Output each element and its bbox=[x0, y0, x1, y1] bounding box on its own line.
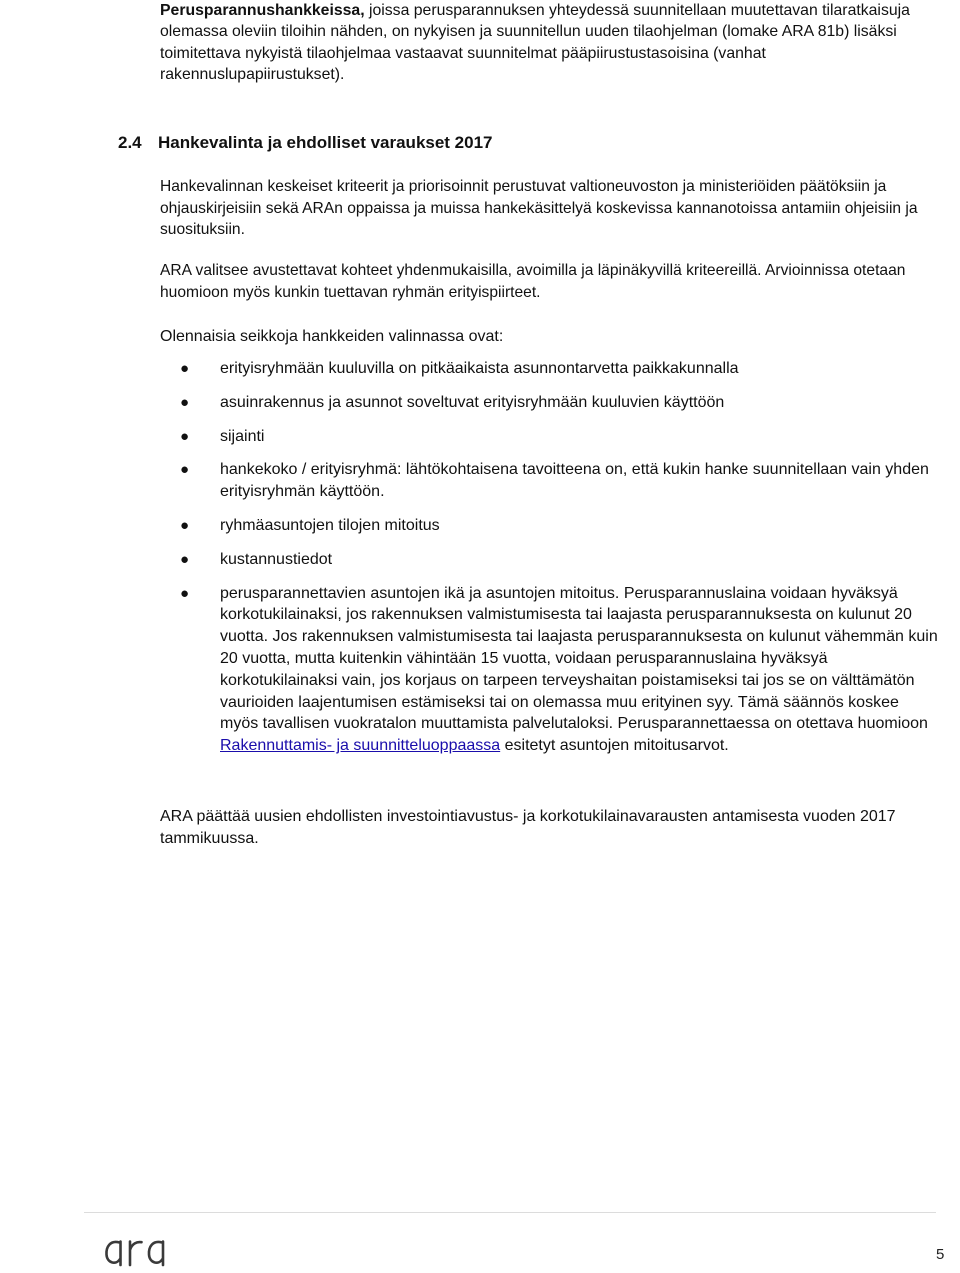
paragraph-selection: ARA valitsee avustettavat kohteet yhdenmukaisilla, avoimilla ja läpinäkyvillä kriteereillä. Arvioinnissa otetaan huomioon myös kunkin tuettavan ryhmän erityispiirteet. bbox=[160, 262, 906, 301]
paragraph-list-intro: Olennaisia seikkoja hankkeiden valinnassa ovat: bbox=[160, 328, 504, 345]
bullet-icon: ● bbox=[180, 550, 190, 568]
bullet-icon: ● bbox=[180, 393, 190, 411]
list-item: ● kustannustiedot bbox=[160, 549, 940, 571]
bullet-icon: ● bbox=[180, 427, 190, 445]
section-heading bbox=[118, 132, 493, 154]
intro-text: joissa perusparannuksen yhteydessä suunnitellaan muutettavan tilaratkaisuja olemassa oleviin tiloihin nähden, on nykyisen ja suunnitellun uuden tilaohjelman (lomake ARA 81b) lisäksi toimitettava nykyistä tilaohjelmaa vastaavat suunnitelmat pääpiirustustasoisina (vanhat rakennuslupapiirustukset). bbox=[160, 2, 910, 84]
list-item: ● perusparannettavien asuntojen ikä ja asuntojen mitoitus. Perusparannuslaina voidaan hyväksyä korkotukilainaksi, jos rakennuksen valmistumisesta tai laajasta perusparannuksesta on kulunut 20 vuotta. Jos rakennuksen valmistumisesta tai laajasta perusparannuksesta on kulunut vähemmän kuin 20 vuotta, mutta kuitenkin vähintään 15 vuotta, voidaan perusparannuslaina hyväksyä korkotukilainaksi vain, jos korjaus on tarpeen terveyshaitan poistamiseksi tai jos se on välttämätön vaurioiden laajentumisen estämiseksi tai on olemassa muu erityinen syy. Tämä säännös koskee myös tavallisen vuokratalon muuttamista palvelutaloksi. Perusparannettaessa on otettava huomioon Rakennuttamis- ja suunnitteluoppaassa esitetyt asuntojen mitoitusarvot. bbox=[180, 584, 938, 755]
list-item: ● ryhmäasuntojen tilojen mitoitus bbox=[160, 515, 940, 537]
footer-divider bbox=[84, 1212, 936, 1213]
intro-bold-lead: Perusparannushankkeissa, bbox=[160, 2, 365, 19]
ara-logo bbox=[104, 1229, 178, 1269]
list-item: ● asuinrakennus ja asunnot soveltuvat erityisryhmään kuuluvien käyttöön bbox=[160, 392, 940, 414]
bullet-icon: ● bbox=[180, 461, 190, 479]
guide-link[interactable]: Rakennuttamis- ja suunnitteluoppaassa bbox=[220, 737, 501, 755]
paragraph-decision: ARA päättää uusien ehdollisten investointiavustus- ja korkotukilainavarausten antamisesta vuoden 2017 tammikuussa. bbox=[160, 808, 896, 847]
section-number: 2.4 bbox=[118, 133, 142, 152]
list-item: ● hankekoko / erityisryhmä: lähtökohtaisena tavoitteena on, että kukin hanke suunnitellaan vain yhden erityisryhmän käyttöön. bbox=[180, 461, 929, 501]
bullet-icon: ● bbox=[180, 360, 190, 377]
intro-paragraph bbox=[160, 0, 940, 86]
bullet-icon: ● bbox=[180, 516, 190, 534]
criteria-list bbox=[160, 358, 940, 757]
paragraph-criteria-basis: Hankevalinnan keskeiset kriteerit ja priorisoinnit perustuvat valtioneuvoston ja ministeriöiden päätöksiin ja ohjauskirjeisiin sekä ARAn oppaissa ja muissa hankekäsittelyä koskevissa kannanotoissa antamiin ohjeisiin ja suosituksiin. bbox=[160, 178, 918, 239]
page-number: 5 bbox=[936, 1246, 945, 1263]
section-title: Hankevalinta ja ehdolliset varaukset 2017 bbox=[158, 133, 493, 152]
list-item: ● sijainti bbox=[160, 426, 940, 448]
bullet-icon: ● bbox=[180, 584, 190, 602]
list-item: ● erityisryhmään kuuluvilla on pitkäaikaista asunnontarvetta paikkakunnalla bbox=[160, 358, 940, 380]
